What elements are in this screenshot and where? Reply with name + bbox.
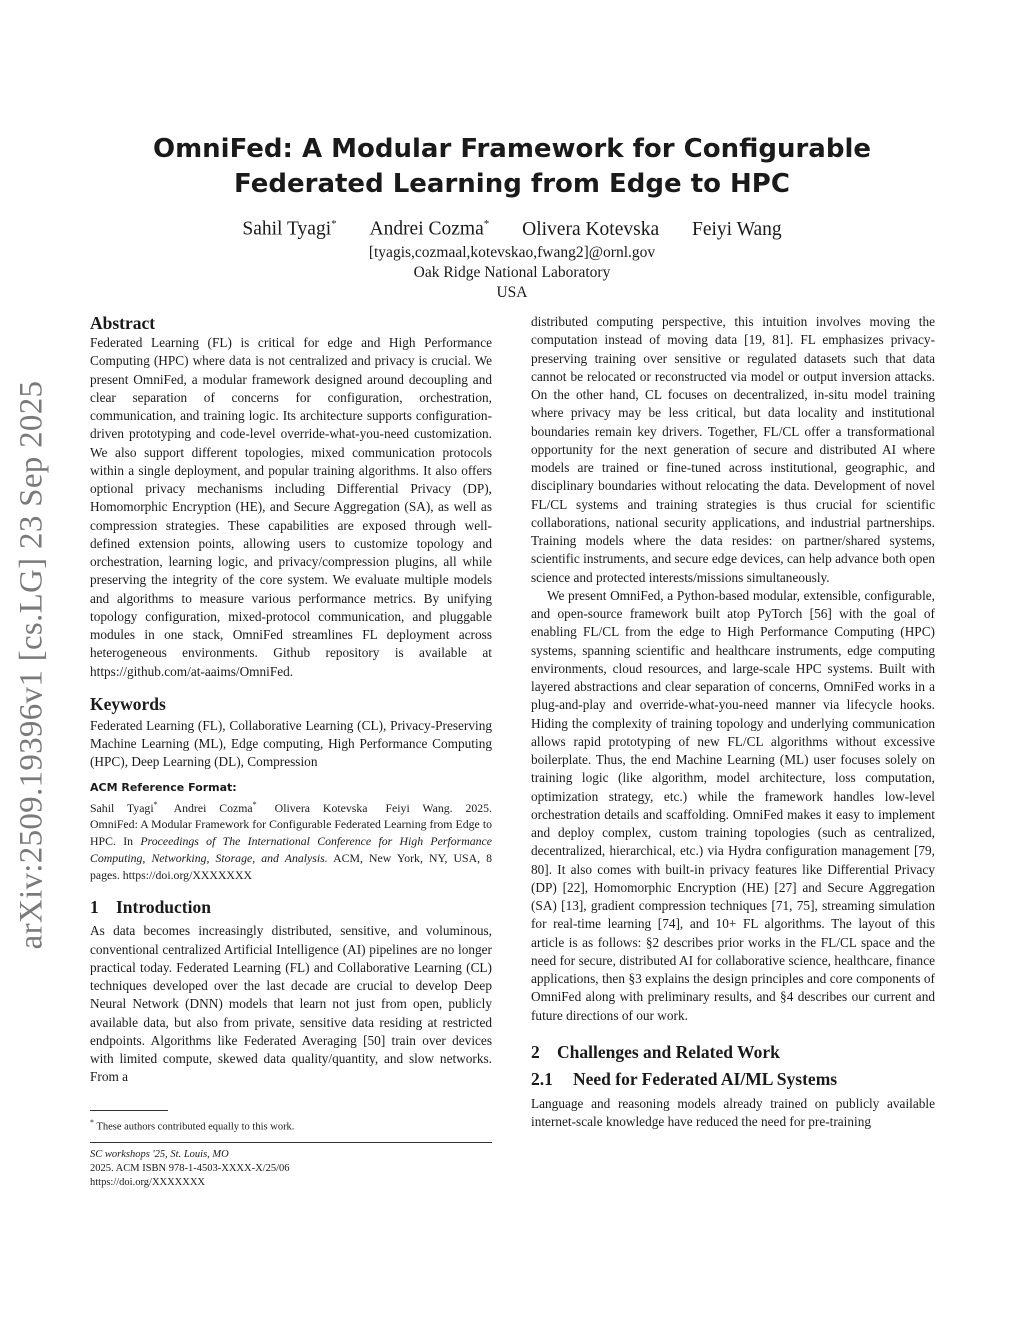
challenges-heading: 2 Challenges and Related Work xyxy=(531,1041,780,1062)
introduction-heading: 1 Introduction xyxy=(90,897,211,918)
acm-reference xyxy=(90,779,492,885)
footnote-note: * These authors contributed equally to this work. xyxy=(90,1118,295,1133)
author: Andrei Cozma* xyxy=(369,218,490,240)
keywords-text: Federated Learning (FL), Collaborative Learning (CL), Privacy-Preserving Machine Learning (ML), Edge computing, High Performance Computing (HPC), Deep Learning (DL), Compression xyxy=(90,717,492,770)
arxiv-stamp xyxy=(12,370,52,960)
author: Sahil Tyagi* xyxy=(242,218,337,240)
author-email: [tyagis,cozmaal,kotevskao,fwang2]@ornl.gov xyxy=(368,244,656,261)
paper-title: OmniFed: A Modular Framework for Configurable Federated Learning from Edge to HPC xyxy=(152,134,872,199)
introduction-paragraph: We present OmniFed, a Python-based modular, extensible, configurable, and open-source framework built atop PyTorch [56] with the goal of enabling FL/CL from the edge to High Performance Computing (HPC) systems, spanning scientific and healthcare instruments, edge computing environments, cloud resources, and large-scale HPC systems. Built with layered abstractions and clear separation of concerns, OmniFed works in a plug-and-play and override-what-you-need manner via lifecycle hooks. Hiding the complexity of training topology and underlying communication allows rapid prototyping of new FL/CL algorithms without excessive boilerplate. Thus, the end Machine Learning (ML) user focuses solely on training logic (like algorithm, model architecture, loss computation, optimization strategy, etc.) while the framework handles low-level orchestration details and scaffolding. OmniFed makes it easy to implement and deploy complex, custom training topologies (such as centralized, decentralized, hierarchical, etc.) via Hydra configuration management [79, 80]. It also comes with built-in privacy features like Differential Privacy (DP) [22], Homomorphic Encryption (HE) [27] and Secure Aggregation (SA) [13], gradient compression techniques [71, 75], streaming simulation for real-time learning [74], and 10+ FL algorithms. The layout of this article is as follows: §2 describes prior works in the FL/CL space and the need for secure, distributed AI for collaborative science, healthcare, finance applications, then §3 explains the design principles and core components of OmniFed along with preliminary results, and §4 describes our current and future directions of our work. xyxy=(531,587,935,1023)
footnote xyxy=(90,1110,492,1190)
introduction-paragraph-continued: distributed computing perspective, this intuition involves moving the computation instead of moving data [19, 81]. FL emphasizes privacy-preserving training over sensitive or regulated datasets such that data cannot be relocated or reconstructed via model or output inversion attacks. On the other hand, CL focuses on decentralized, in-situ model training where privacy may be less critical, but data locality and institutional boundaries remain key drivers. Together, FL/CL offer a transformational opportunity for the next generation of secure and distributed AI where models are trained or fine-tuned across institutional, geographic, and disciplinary boundaries without relocating the data. Development of novel FL/CL systems and training strategies is thus crucial for scientific collaborations, national security applications, and industrial partnerships. Training models where the data resides: on partner/shared systems, scientific instruments, and secure edge devices, can help advance both open science and protected interests/missions simultaneously. xyxy=(531,314,935,585)
author-institution: Oak Ridge National Laboratory xyxy=(413,264,611,281)
author-list xyxy=(90,218,934,241)
right-column xyxy=(531,313,935,1131)
footnote-doi: https://doi.org/XXXXXXX xyxy=(90,1176,206,1188)
challenges-paragraph: Language and reasoning models already trained on publicly available internet-scale knowledge have reduced the need for pre-training xyxy=(531,1095,935,1129)
author-country: USA xyxy=(496,284,528,301)
introduction-paragraph: As data becomes increasingly distributed, sensitive, and voluminous, conventional centralized Artificial Intelligence (AI) pipelines are no longer practical today. Federated Learning (FL) and Collaborative Learning (CL) techniques developed over the last decade are crucial to develop Deep Neural Network (DNN) models that learn not just from open, publicly available data, but also from private, sensitive data residing at restricted endpoints. Algorithms like Federated Averaging [50] train over devices with limited compute, skewed data quality/quantity, and slow networks. From a xyxy=(90,923,492,1085)
abstract-heading: Abstract xyxy=(90,313,156,333)
subsection-heading: 2.1 Need for Federated AI/ML Systems xyxy=(531,1068,838,1089)
footnote-venue: SC workshops '25, St. Louis, MO xyxy=(90,1148,229,1160)
author: Feiyi Wang xyxy=(692,218,782,240)
arxiv-id: arXiv:2509.19396v1 [cs.LG] 23 Sep 2025 xyxy=(13,380,50,950)
abstract-text: Federated Learning (FL) is critical for edge and High Performance Computing (HPC) where data is not centralized and privacy is crucial. We present OmniFed, a modular framework designed around decoupling and clear separation of concerns for configuration, orchestration, communication, and training logic. Its architecture supports configuration-driven prototyping and code-level override-what-you-need customization. We also support different topologies, mixed communication protocols within a single deployment, and popular training algorithms. It also offers optional privacy mechanisms including Differential Privacy (DP), Homomorphic Encryption (HE), and Secure Aggregation (SA), as well as compression strategies. These capabilities are exposed through well-defined extension points, allowing users to customize topology and orchestration, learning logic, and privacy/compression plugins, all while preserving the integrity of the core system. We evaluate multiple models and algorithms to measure various performance metrics. By unifying topology configuration, mixed-protocol communication, and pluggable modules in one stack, OmniFed streamlines FL deployment across heterogeneous environments. Github repository is available at https://github.com/at-aaims/OmniFed. xyxy=(90,335,492,679)
keywords-heading: Keywords xyxy=(90,693,166,714)
author: Olivera Kotevska xyxy=(522,218,660,240)
acm-reference-text: Sahil Tyagi* Andrei Cozma* Olivera Kotevska Feiyi Wang. 2025. OmniFed: A Modular Framework for Configurable Federated Learning from Edge to HPC. In Proceedings of The International Conference for High Performance Computing, Networking, Storage, and Analysis. ACM, New York, NY, USA, 8 pages. https://doi.org/XXXXXXX xyxy=(90,799,492,883)
acm-reference-heading: ACM Reference Format: xyxy=(90,780,237,794)
left-column xyxy=(90,312,492,1087)
footnote-isbn: 2025. ACM ISBN 978-1-4503-XXXX-X/25/06 xyxy=(90,1162,290,1174)
